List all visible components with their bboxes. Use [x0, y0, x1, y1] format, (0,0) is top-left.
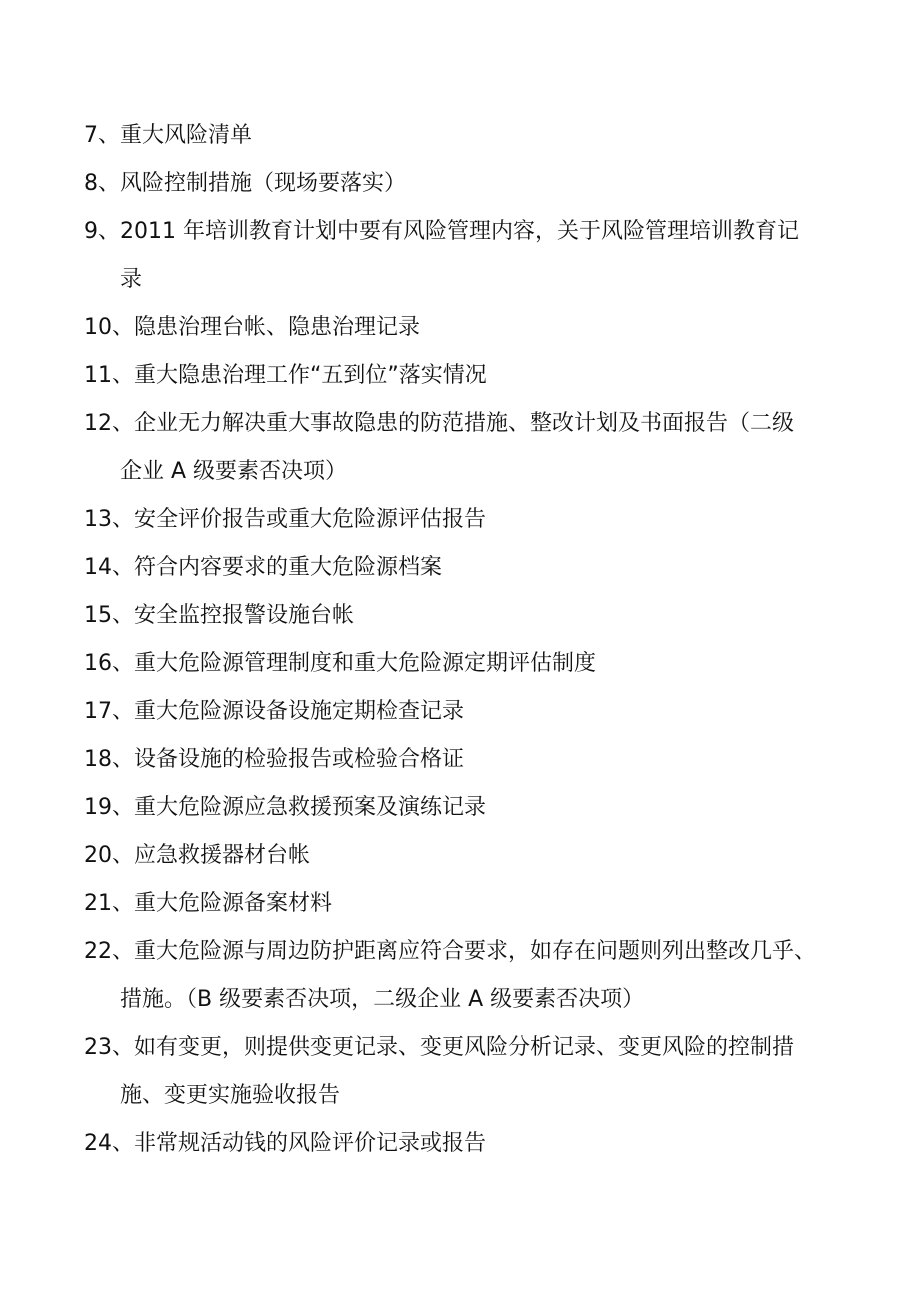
list-item [84, 208, 844, 304]
list-item [84, 112, 844, 160]
list-item-text: 2011 年培训教育计划中要有风险管理内容，关于风险管理培训教育记 [120, 219, 799, 244]
list-item-first-line [84, 736, 844, 784]
list-item-number: 15、 [84, 603, 134, 628]
list-item-text: 企业无力解决重大事故隐患的防范措施、整改计划及书面报告（二级 [134, 411, 795, 436]
list-item-first-line [84, 304, 844, 352]
list-item-first-line [84, 112, 844, 160]
list-item-first-line [84, 640, 844, 688]
list-item-number: 10、 [84, 315, 134, 340]
list-item-text: 符合内容要求的重大危险源档案 [134, 555, 443, 580]
list-item-number: 22、 [84, 939, 134, 964]
list-item-first-line [84, 400, 844, 448]
list-item-continuation-line [84, 976, 844, 1024]
list-item [84, 688, 844, 736]
list-item-number: 13、 [84, 507, 134, 532]
list-item-first-line [84, 1120, 844, 1168]
list-item [84, 352, 844, 400]
list-item [84, 304, 844, 352]
list-item-number: 21、 [84, 891, 134, 916]
list-item-text: 重大危险源设备设施定期检查记录 [134, 699, 465, 724]
list-item [84, 784, 844, 832]
list-item-text: 施、变更实施验收报告 [120, 1083, 341, 1108]
list-item-text: 重大风险清单 [120, 123, 253, 148]
list-item-text: 重大危险源与周边防护距离应符合要求，如存在问题则列出整改几乎、 [134, 939, 817, 964]
list-item-first-line [84, 928, 844, 976]
list-item-continuation-line [84, 448, 844, 496]
list-item [84, 736, 844, 784]
list-item-number: 20、 [84, 843, 134, 868]
list-item-text: 应急救援器材台帐 [134, 843, 311, 868]
list-item [84, 832, 844, 880]
list-item-number: 16、 [84, 651, 134, 676]
list-item-text: 如有变更，则提供变更记录、变更风险分析记录、变更风险的控制措 [134, 1035, 795, 1060]
list-item-first-line [84, 160, 844, 208]
list-item [84, 496, 844, 544]
list-item-text: 措施。（B 级要素否决项，二级企业 A 级要素否决项） [120, 987, 645, 1012]
list-item-first-line [84, 688, 844, 736]
list-item-number: 7、 [84, 123, 120, 148]
list-item-number: 11、 [84, 363, 134, 388]
list-item-first-line [84, 544, 844, 592]
list-item-number: 24、 [84, 1131, 134, 1156]
list-item-text: 录 [120, 267, 143, 292]
list-item-text: 企业 A 级要素否决项） [120, 459, 348, 484]
list-item-first-line [84, 1024, 844, 1072]
list-item [84, 1024, 844, 1120]
list-item-number: 18、 [84, 747, 134, 772]
list-item [84, 928, 844, 1024]
list-item-first-line [84, 496, 844, 544]
list-item-first-line [84, 352, 844, 400]
list-item-text: 重大危险源备案材料 [134, 891, 333, 916]
list-item-text: 风险控制措施（现场要落实） [120, 171, 407, 196]
list-item-number: 12、 [84, 411, 134, 436]
list-item-continuation-line [84, 256, 844, 304]
list-item [84, 640, 844, 688]
list-item-first-line [84, 832, 844, 880]
list-item-number: 19、 [84, 795, 134, 820]
list-item-text: 非常规活动钱的风险评价记录或报告 [134, 1131, 487, 1156]
list-item [84, 400, 844, 496]
list-item-number: 17、 [84, 699, 134, 724]
list-item-first-line [84, 592, 844, 640]
list-item-text: 安全评价报告或重大危险源评估报告 [134, 507, 487, 532]
list-item-number: 8、 [84, 171, 120, 196]
list-item [84, 160, 844, 208]
requirements-list [84, 112, 844, 1168]
list-item-number: 14、 [84, 555, 134, 580]
list-item [84, 880, 844, 928]
list-item-continuation-line [84, 1072, 844, 1120]
list-item [84, 1120, 844, 1168]
list-item-first-line [84, 880, 844, 928]
list-item-first-line [84, 784, 844, 832]
list-item-first-line [84, 208, 844, 256]
list-item-text: 重大危险源管理制度和重大危险源定期评估制度 [134, 651, 597, 676]
list-item-text: 设备设施的检验报告或检验合格证 [134, 747, 465, 772]
list-item [84, 544, 844, 592]
list-item [84, 592, 844, 640]
list-item-text: 重大危险源应急救援预案及演练记录 [134, 795, 487, 820]
list-item-number: 23、 [84, 1035, 134, 1060]
list-item-text: 重大隐患治理工作“五到位”落实情况 [134, 363, 487, 388]
list-item-number: 9、 [84, 219, 120, 244]
list-item-text: 安全监控报警设施台帐 [134, 603, 355, 628]
list-item-text: 隐患治理台帐、隐患治理记录 [134, 315, 421, 340]
